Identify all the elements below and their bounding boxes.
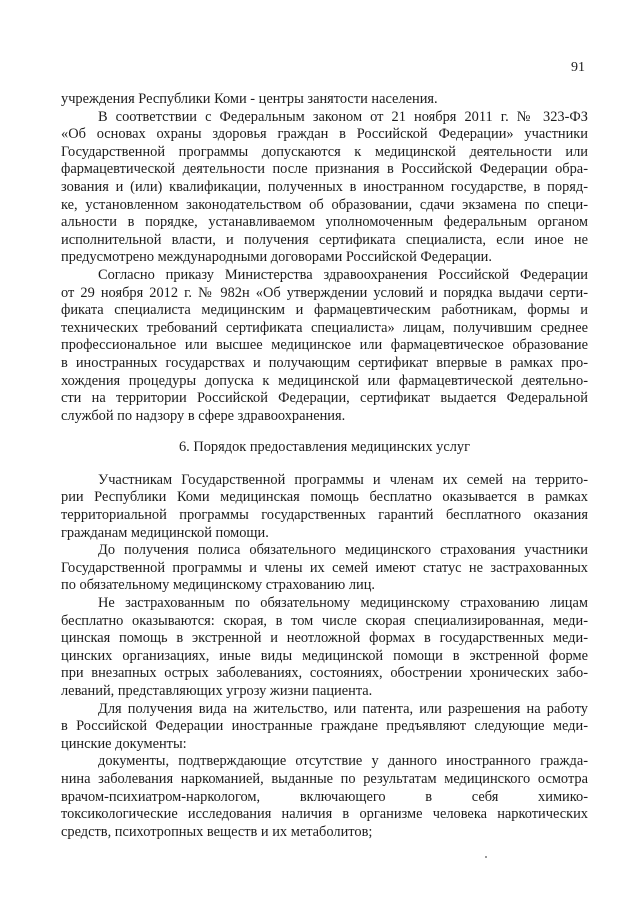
text-line: рии Республики Коми медицинская помощь бесплатно оказывается в рамках bbox=[61, 489, 588, 506]
scan-speck bbox=[485, 856, 487, 858]
text-line: ке, установленном законодательством об образовании, сдачи экзамена по специ- bbox=[61, 196, 588, 213]
text-line: Для получения вида на жительство, или патента, или разрешения на работу bbox=[98, 700, 588, 717]
text-line: «Об основах охраны здоровья граждан в Российской Федерации» участники bbox=[61, 126, 588, 143]
paragraph-3 bbox=[61, 267, 588, 425]
text-line: технических требований сертификата специалиста» лицам, получившим среднее bbox=[61, 319, 588, 336]
text-line: службой по надзору в сфере здравоохранения. bbox=[61, 407, 346, 424]
paragraph-5 bbox=[61, 542, 588, 595]
text-line: Согласно приказу Министерства здравоохранения Российской Федерации bbox=[98, 266, 588, 283]
text-line: от 29 ноября 2012 г. № 982н «Об утверждении условий и порядка выдачи серти- bbox=[61, 284, 588, 301]
paragraph-2 bbox=[61, 109, 588, 267]
text-line: при внезапных острых заболеваниях, состояниях, обострении хронических забо- bbox=[61, 665, 588, 682]
paragraph-7 bbox=[61, 701, 588, 754]
page-number: 91 bbox=[571, 60, 585, 75]
text-line: Не застрахованным по обязательному медицинскому страхованию лицам bbox=[98, 595, 588, 612]
paragraph-8 bbox=[61, 753, 588, 841]
text-line: леваний, представляющих угрозу жизни пациента. bbox=[61, 683, 373, 699]
paragraph-4 bbox=[61, 472, 588, 542]
text-line: Государственной программы допускаются к медицинской деятельности или bbox=[61, 143, 588, 160]
text-line: документы, подтверждающие отсутствие у данного иностранного гражда- bbox=[98, 753, 588, 770]
text-line: альности в порядке, устанавливаемом уполномоченным федеральным органом bbox=[61, 214, 588, 231]
paragraph-6 bbox=[61, 595, 588, 701]
text-line: Государственной программы и члены их семей имеют статус не застрахованных bbox=[61, 559, 588, 576]
text-line: учреждения Республики Коми - центры занятости населения. bbox=[61, 91, 438, 107]
text-line: нина заболевания наркоманией, выданные по результатам медицинского осмотра bbox=[61, 770, 588, 787]
text-line: сти на территории Российской Федерации, сертификат выдается Федеральной bbox=[61, 390, 588, 407]
text-line: токсикологические исследования наличия в организме человека наркотических bbox=[61, 806, 588, 823]
section-heading: 6. Порядок предоставления медицинских услуг bbox=[178, 439, 471, 456]
text-line: территориальной программы государственных гарантий бесплатного оказания bbox=[61, 507, 588, 524]
text-line: фармацевтической деятельности после признания в Российской Федерации обра- bbox=[61, 161, 588, 178]
text-line: цинская помощь в экстренной и неотложной формах в государственных меди- bbox=[61, 630, 588, 647]
document-body bbox=[61, 91, 588, 841]
text-line: До получения полиса обязательного медицинского страхования участники bbox=[98, 542, 588, 559]
text-line: цинских организациях, иные виды медицинской помощи в экстренной форме bbox=[61, 647, 588, 664]
text-line: гражданам медицинской помощи. bbox=[61, 524, 269, 541]
text-line: исполнительной власти, и получения сертификата специалиста, если иное не bbox=[61, 231, 588, 248]
text-line: бесплатно оказываются: скорая, в том числе скорая специализированная, меди- bbox=[61, 612, 588, 629]
text-line: предусмотрено международными договорами Российской Федерации. bbox=[61, 249, 492, 266]
text-line: фиката специалиста медицинским и фармацевтическим работникам, формы и bbox=[61, 302, 588, 319]
paragraph-1 bbox=[61, 91, 588, 109]
text-line: В соответствии с Федеральным законом от 21 ноября 2011 г. № 323-ФЗ bbox=[98, 108, 588, 125]
text-line: профессиональное или высшее медицинское или фармацевтическое образование bbox=[61, 337, 588, 354]
text-line: по обязательному медицинскому страхованию лиц. bbox=[61, 577, 376, 594]
text-line: хождения процедуры допуска к медицинской или фармацевтической деятельно- bbox=[61, 372, 588, 389]
text-line: средств, психотропных веществ и их метаболитов; bbox=[61, 823, 373, 840]
text-line: Участникам Государственной программы и членам их семей на террито- bbox=[98, 471, 588, 488]
text-line: зования и (или) квалификации, полученных в иностранном государстве, в поряд- bbox=[61, 178, 588, 195]
text-line: в Российской Федерации иностранные граждане предъявляют следующие меди- bbox=[61, 718, 588, 735]
text-line: цинские документы: bbox=[61, 735, 187, 752]
text-line: в иностранных государствах и получающим сертификат впервые в рамках про- bbox=[61, 354, 588, 371]
text-line: врачом-психиатром-наркологом, включающего в себя химико- bbox=[61, 788, 588, 805]
